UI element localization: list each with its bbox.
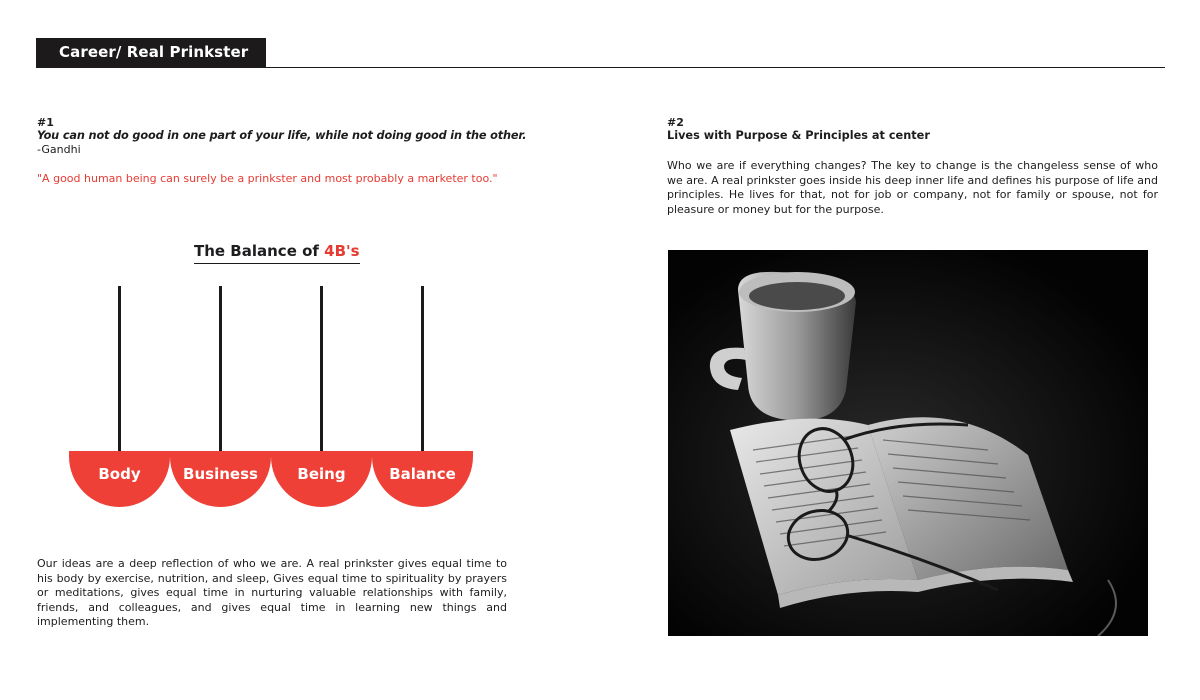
section-title: Career/ Real Prinkster [36,38,266,67]
pendulum-balance [372,286,473,508]
left-paragraph: Our ideas are a deep reflection of who we are. A real prinkster gives equal time to his body by exercise, nutrition, and sleep, Gives equal time to spirituality by prayers or meditations, gives equal time in nurturing valuable relationships with family, friends, and colleagues, and gives equal time in learning new things and implementing them. [37,557,507,628]
prinkster-quote: "A good human being can surely be a prinkster and most probably a marketer too." [37,172,498,185]
pendulum-body [69,286,170,508]
point-number-2: #2 [667,116,684,129]
balance-title-prefix: The Balance of [194,242,325,260]
coffee-book-photo [668,250,1148,636]
pendulum-bob-label: Body [69,451,170,507]
pendulum-string [219,286,222,452]
header-divider [36,67,1165,68]
point-number-1: #1 [37,116,54,129]
right-paragraph: Who we are if everything changes? The key to change is the changeless sense of who we are. A real prinkster goes inside his deep inner life and defines his purpose of life and principles. He lives for that, not for job or company, not for family or spouse, not for pleasure or money but for the purpose. [667,159,1158,216]
pendulum-being [271,286,372,508]
gandhi-quote: You can not do good in one part of your life, while not doing good in the other. [37,129,527,142]
quote-author: -Gandhi [37,143,81,156]
pendulum-bob-label: Balance [372,451,473,507]
coffee-book-illustration [668,250,1148,636]
pendulum-business [170,286,271,508]
pendulum-string [320,286,323,452]
pendulum-string [421,286,424,452]
balance-title [194,242,360,264]
right-column [667,116,1158,217]
purpose-heading: Lives with Purpose & Principles at center [667,129,930,142]
pendulum-string [118,286,121,452]
pendulum-bob-label: Being [271,451,372,507]
left-column [37,116,527,187]
pendulum-bob-label: Business [170,451,271,507]
balance-title-highlight: 4B's [324,242,360,260]
